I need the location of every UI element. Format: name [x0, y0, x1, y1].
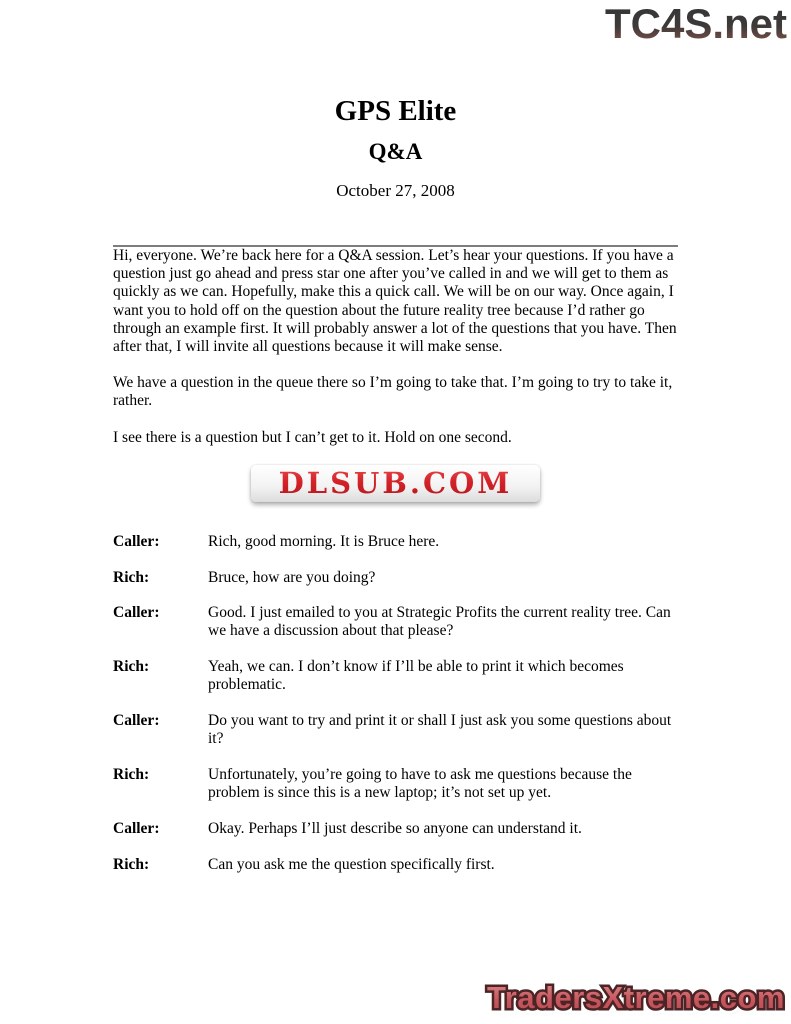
speaker-label: Rich:	[113, 765, 150, 783]
document-body	[113, 247, 678, 874]
dialogue-row	[113, 658, 678, 694]
speaker-label: Caller:	[113, 712, 160, 730]
speaker-label: Rich:	[113, 855, 150, 873]
speaker-label: Caller:	[113, 532, 160, 550]
speech-text: Rich, good morning. It is Bruce here.	[208, 532, 440, 550]
paragraph: Hi, everyone. We’re back here for a Q&A session. Let’s hear your questions. If you have a question just go ahead and press star one after you’ve called in and we will get to them as quickly as we can. Hopefully, make this a quick call. We will be on our way. Once again, I want you to hold off on the question about the future reality tree because I’d rather go through an example first. It will probably answer a lot of the questions that you have. Then after that, I will invite all questions because it will make sense.	[113, 247, 677, 356]
speech-text: Bruce, how are you doing?	[208, 568, 376, 586]
tc4s-watermark-logo: TC4S.net	[604, 0, 787, 47]
dialogue-row	[113, 533, 678, 551]
tradersxtreme-watermark-logo	[487, 980, 785, 1016]
speaker-label: Rich:	[113, 658, 150, 676]
page-title: GPS Elite	[334, 95, 457, 127]
dlsub-watermark-text: DLSUB.COM DLSUB.COM	[279, 466, 513, 500]
speech-text: Unfortunately, you’re going to have to ask me questions because the problem is since this is a new laptop; it’s not set up yet.	[208, 765, 632, 802]
speech-text: Good. I just emailed to you at Strategic Profits the current reality tree. Can we have a discussion about that please?	[208, 604, 671, 640]
dialogue-row	[113, 820, 678, 838]
speaker-label: Caller:	[113, 819, 160, 837]
speech-text: Can you ask me the question specifically first.	[208, 855, 495, 873]
dialogue-row	[113, 766, 678, 802]
speech-text: Yeah, we can. I don’t know if I’ll be able to print it which becomes problematic.	[208, 658, 624, 694]
speaker-label: Caller:	[113, 604, 160, 622]
dialogue-row	[113, 604, 678, 640]
speech-text: Do you want to try and print it or shall I just ask you some questions about it?	[208, 712, 672, 748]
document-date: October 27, 2008	[336, 181, 455, 200]
dialogue-transcript	[113, 533, 678, 874]
paragraph: We have a question in the queue there so I’m going to take that. I’m going to try to take it, rather.	[113, 374, 673, 410]
paragraph: I see there is a question but I can’t get to it. Hold on one second.	[113, 428, 512, 446]
dlsub-watermark-banner	[251, 465, 540, 502]
dialogue-row	[113, 712, 678, 748]
page-subtitle: Q&A	[368, 139, 423, 164]
speaker-label: Rich:	[113, 568, 150, 586]
tradersxtreme-watermark-text: TradersXtreme.com TradersXtreme.com TradersXtreme.com	[487, 980, 785, 1015]
speech-text: Okay. Perhaps I’ll just describe so anyone can understand it.	[208, 819, 582, 837]
dialogue-row	[113, 569, 678, 587]
intro-paragraphs	[113, 247, 678, 447]
dialogue-row	[113, 856, 678, 874]
